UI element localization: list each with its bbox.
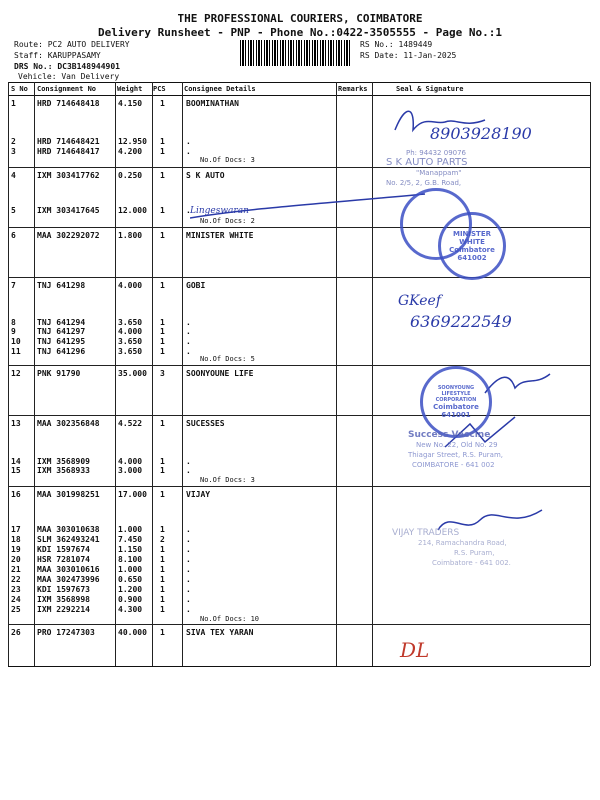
cell-weight: 4.000 [118, 281, 143, 290]
cell-consignment: IXM 3568998 [37, 595, 90, 604]
stamp-line: Coimbatore - 641 002. [432, 559, 511, 567]
cell-weight: 1.000 [118, 565, 143, 574]
cell-consignee: S K AUTO [186, 171, 225, 180]
cell-consignment: IXM 303417762 [37, 171, 100, 180]
cell-consignment: KDI 1597674 [37, 545, 90, 554]
cell-consignment: TNJ 641295 [37, 337, 86, 346]
cell-consignee: . [186, 565, 191, 574]
cell-pcs: 1 [160, 419, 165, 428]
cell-weight: 3.650 [118, 347, 143, 356]
stamp-line: New No. 22, Old No. 29 [416, 441, 498, 449]
cell-sno: 2 [11, 137, 16, 146]
cell-consignee: . [186, 585, 191, 594]
cell-consignee: . [186, 137, 191, 146]
cell-consignment: TNJ 641298 [37, 281, 86, 290]
cell-pcs: 1 [160, 318, 165, 327]
cell-sno: 6 [11, 231, 16, 240]
col-divider [34, 82, 35, 666]
cell-pcs: 1 [160, 231, 165, 240]
cell-consignment: MAA 303010616 [37, 565, 100, 574]
cell-consignee: . [186, 575, 191, 584]
col-divider [115, 82, 116, 666]
cell-pcs: 1 [160, 327, 165, 336]
cell-sno: 25 [11, 605, 21, 614]
signature-soonyoung [480, 368, 555, 398]
cell-sno: 15 [11, 466, 21, 475]
stamp-line: Ph: 94432 09076 [406, 149, 467, 157]
stamp-line: Thiagar Street, R.S. Puram, [408, 451, 503, 459]
barcode [240, 40, 352, 66]
route-label: Route: PC2 AUTO DELIVERY [14, 40, 130, 49]
cell-pcs: 1 [160, 99, 165, 108]
row-divider [8, 365, 590, 366]
stamp-line: No. 2/5, 2, G.B. Road, [386, 179, 462, 187]
cell-sno: 13 [11, 419, 21, 428]
cell-weight: 4.300 [118, 605, 143, 614]
cell-pcs: 1 [160, 347, 165, 356]
stamp-line: VIJAY TRADERS [392, 528, 460, 538]
cell-sno: 3 [11, 147, 16, 156]
cell-weight: 4.150 [118, 99, 143, 108]
cell-consignee: SUCESSES [186, 419, 225, 428]
cell-consignment: MAA 302356848 [37, 419, 100, 428]
cell-pcs: 1 [160, 545, 165, 554]
table-header-divider [8, 95, 590, 96]
col-divider [336, 82, 337, 666]
cell-weight: 4.000 [118, 457, 143, 466]
cell-pcs: 1 [160, 206, 165, 215]
stamp-line: Success Vaccine [408, 430, 491, 440]
docs-count: No.Of Docs: 2 [200, 217, 255, 225]
col-divider [590, 82, 591, 666]
cell-sno: 5 [11, 206, 16, 215]
vehicle-label: Vehicle: Van Delivery [18, 72, 120, 81]
cell-consignment: TNJ 641296 [37, 347, 86, 356]
cell-pcs: 1 [160, 555, 165, 564]
stamp-line: R.S. Puram, [454, 549, 495, 557]
cell-sno: 14 [11, 457, 21, 466]
cell-sno: 17 [11, 525, 21, 534]
cell-consignment: SLM 362493241 [37, 535, 100, 544]
cell-consignee: . [186, 535, 191, 544]
cell-consignee: . [186, 318, 191, 327]
cell-weight: 40.000 [118, 628, 147, 637]
cell-consignment: MAA 303010638 [37, 525, 100, 534]
cell-weight: 0.250 [118, 171, 143, 180]
cell-consignee: . [186, 337, 191, 346]
cell-pcs: 1 [160, 147, 165, 156]
cell-consignment: MAA 301998251 [37, 490, 100, 499]
cell-consignee: . [186, 555, 191, 564]
cell-consignment: IXM 303417645 [37, 206, 100, 215]
rs-date: RS Date: 11-Jan-2025 [360, 51, 457, 60]
cell-consignment: TNJ 641297 [37, 327, 86, 336]
cell-consignment: HRD 714648421 [37, 137, 100, 146]
cell-consignment: HSR 7281074 [37, 555, 90, 564]
stamp-line: SOONYOUNG LIFESTYLE CORPORATION [435, 385, 477, 403]
rs-number: RS No.: 1489449 [360, 40, 433, 49]
stamp-soonyoung [420, 366, 492, 438]
cell-pcs: 1 [160, 171, 165, 180]
cell-consignment: PRO 17247303 [37, 628, 95, 637]
cell-consignment: MAA 302292072 [37, 231, 100, 240]
cell-weight: 8.100 [118, 555, 143, 564]
handwritten-signature-gobi: GKeef [398, 293, 442, 309]
drs-label: DRS No.: DC3B148944901 [14, 62, 120, 71]
cell-consignee: . [186, 525, 191, 534]
docs-count: No.Of Docs: 10 [200, 615, 260, 623]
cell-weight: 7.450 [118, 535, 143, 544]
stamp-sk-auto-parts [366, 148, 468, 188]
cell-pcs: 1 [160, 628, 165, 637]
col-divider [152, 82, 153, 666]
cell-pcs: 1 [160, 466, 165, 475]
col-divider [182, 82, 183, 666]
stamp-line: S K AUTO PARTS [386, 157, 468, 168]
cell-consignee: SOONYOUNE LIFE [186, 369, 254, 378]
cell-consignee: . [186, 545, 191, 554]
cell-sno: 7 [11, 281, 16, 290]
report-subtitle: Delivery Runsheet - PNP - Phone No.:0422-3505555 - Page No.:1 [98, 26, 502, 39]
cell-consignment: HRD 714648418 [37, 99, 100, 108]
cell-consignment: IXM 3568909 [37, 457, 90, 466]
cell-pcs: 1 [160, 575, 165, 584]
col-header-remarks: Remarks [338, 85, 368, 93]
stamp-line: COIMBATORE - 641 002 [412, 461, 495, 469]
cell-sno: 11 [11, 347, 21, 356]
row-divider [8, 624, 590, 625]
cell-weight: 35.000 [118, 369, 147, 378]
cell-sno: 12 [11, 369, 21, 378]
cell-consignee: . [186, 206, 191, 215]
cell-weight: 3.650 [118, 337, 143, 346]
cell-consignee: . [186, 466, 191, 475]
stamp-minister-white [438, 212, 506, 280]
cell-consignee: . [186, 147, 191, 156]
cell-consignee: . [186, 327, 191, 336]
stamp-line: Coimbatore 641001 [433, 403, 479, 419]
cell-sno: 8 [11, 318, 16, 327]
cell-pcs: 1 [160, 595, 165, 604]
cell-weight: 12.950 [118, 137, 147, 146]
cell-pcs: 1 [160, 605, 165, 614]
cell-consignment: KDI 1597673 [37, 585, 90, 594]
cell-weight: 0.650 [118, 575, 143, 584]
cell-weight: 1.800 [118, 231, 143, 240]
cell-consignee: . [186, 347, 191, 356]
cell-weight: 17.000 [118, 490, 147, 499]
cell-sno: 18 [11, 535, 21, 544]
col-header-seal: Seal & Signature [396, 85, 464, 93]
cell-consignee: BOOMINATHAN [186, 99, 239, 108]
cell-sno: 20 [11, 555, 21, 564]
cell-consignment: HRD 714648417 [37, 147, 100, 156]
col-header-weight: Weight [117, 85, 143, 93]
stamp-line: 214, Ramachandra Road, [418, 539, 507, 547]
cell-pcs: 1 [160, 490, 165, 499]
cell-weight: 12.000 [118, 206, 147, 215]
handwritten-phone-1: 8903928190 [430, 124, 532, 143]
cell-sno: 21 [11, 565, 21, 574]
col-header-pcs: PCS [153, 85, 166, 93]
cell-pcs: 1 [160, 565, 165, 574]
col-header-consignment: Consignment No [37, 85, 97, 93]
docs-count: No.Of Docs: 3 [200, 476, 255, 484]
cell-sno: 9 [11, 327, 16, 336]
cell-weight: 1.150 [118, 545, 143, 554]
cell-sno: 23 [11, 585, 21, 594]
stamp-vijay-traders [392, 528, 511, 568]
cell-weight: 3.000 [118, 466, 143, 475]
docs-count: No.Of Docs: 5 [200, 355, 255, 363]
cell-weight: 3.650 [118, 318, 143, 327]
cell-pcs: 1 [160, 137, 165, 146]
stamp-line: "Manappam" [416, 169, 462, 177]
pen-stroke [190, 188, 430, 228]
cell-weight: 1.200 [118, 585, 143, 594]
row-divider [8, 167, 590, 168]
handwritten-phone-2: 6369222549 [410, 312, 512, 331]
cell-consignment: IXM 2292214 [37, 605, 90, 614]
cell-consignment: TNJ 641294 [37, 318, 86, 327]
cell-sno: 24 [11, 595, 21, 604]
cell-sno: 4 [11, 171, 16, 180]
cell-sno: 22 [11, 575, 21, 584]
cell-pcs: 3 [160, 369, 165, 378]
cell-weight: 4.000 [118, 327, 143, 336]
cell-sno: 16 [11, 490, 21, 499]
stamp-line: Coimbatore 641002 [449, 246, 495, 262]
handwritten-mark-dl: DL [400, 638, 430, 662]
cell-consignee: GOBI [186, 281, 206, 290]
cell-consignee: . [186, 457, 191, 466]
cell-consignee: VIJAY [186, 490, 211, 499]
cell-weight: 1.000 [118, 525, 143, 534]
cell-sno: 19 [11, 545, 21, 554]
cell-pcs: 2 [160, 535, 165, 544]
row-divider [8, 486, 590, 487]
cell-pcs: 1 [160, 457, 165, 466]
cell-pcs: 1 [160, 585, 165, 594]
cell-consignee: MINISTER WHITE [186, 231, 254, 240]
cell-sno: 26 [11, 628, 21, 637]
stamp-success-vaccine [408, 430, 503, 470]
cell-consignment: MAA 302473996 [37, 575, 100, 584]
stamp-line: MINISTER WHITE [452, 230, 492, 246]
cell-consignee: . [186, 595, 191, 604]
staff-label: Staff: KARUPPASAMY [14, 51, 101, 60]
cell-sno: 10 [11, 337, 21, 346]
cell-sno: 1 [11, 99, 16, 108]
cell-pcs: 1 [160, 337, 165, 346]
cell-weight: 4.200 [118, 147, 143, 156]
col-divider [8, 82, 9, 666]
cell-weight: 0.900 [118, 595, 143, 604]
col-header-consignee: Consignee Details [184, 85, 256, 93]
cell-pcs: 1 [160, 281, 165, 290]
table-bottom-border [8, 666, 590, 667]
report-title: THE PROFESSIONAL COURIERS, COIMBATORE [177, 12, 423, 25]
cell-consignment: IXM 3568933 [37, 466, 90, 475]
table-top-border [8, 82, 590, 83]
row-divider [8, 277, 590, 278]
cell-consignee: SIVA TEX YARAN [186, 628, 254, 637]
cell-consignment: PNK 91790 [37, 369, 81, 378]
handwritten-name-note: Lingeswaran [190, 206, 249, 216]
cell-pcs: 1 [160, 525, 165, 534]
cell-weight: 4.522 [118, 419, 143, 428]
cell-consignee: . [186, 605, 191, 614]
col-header-sno: S No [11, 85, 28, 93]
docs-count: No.Of Docs: 3 [200, 156, 255, 164]
